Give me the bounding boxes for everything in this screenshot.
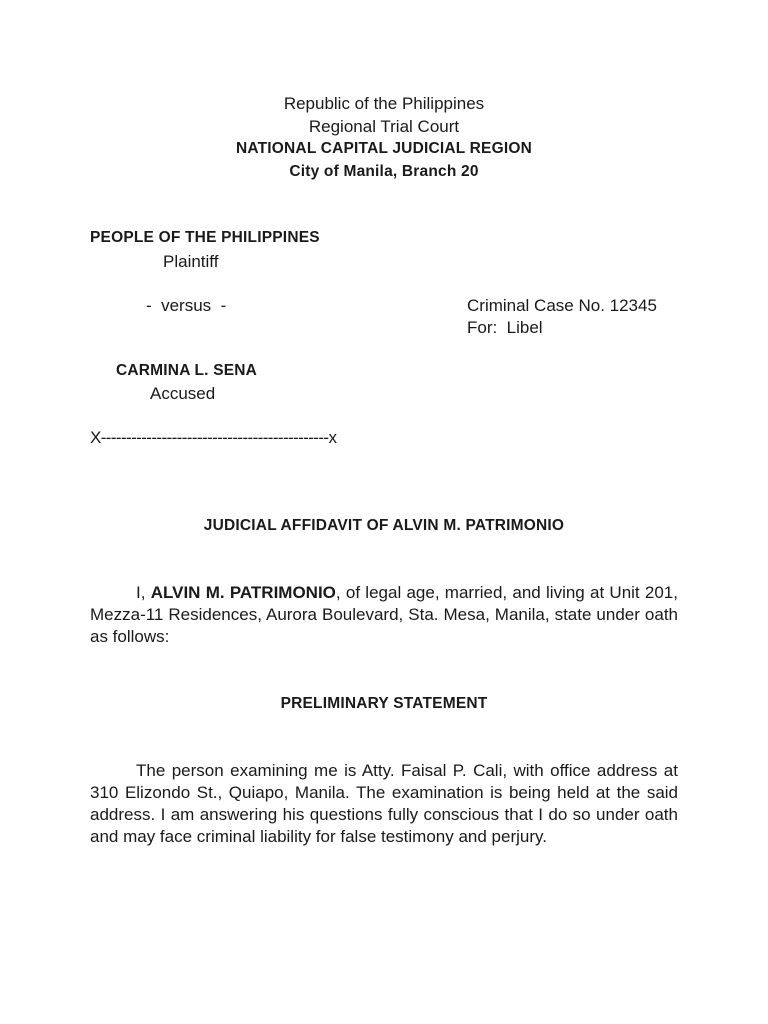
header-region: NATIONAL CAPITAL JUDICIAL REGION	[235, 140, 533, 157]
accused-name: CARMINA L. SENA	[116, 362, 258, 379]
caption-divider: X---------------------------------------------x	[90, 428, 337, 447]
header-republic: Republic of the Philippines	[283, 94, 485, 113]
accused-role: Accused	[150, 384, 216, 403]
case-nature: For: Libel	[467, 318, 543, 337]
section-heading: PRELIMINARY STATEMENT	[280, 695, 488, 712]
document-title: JUDICIAL AFFIDAVIT OF ALVIN M. PATRIMONIO	[203, 517, 565, 534]
preliminary-paragraph	[90, 760, 678, 848]
affiant-name: ALVIN M. PATRIMONIO	[150, 583, 336, 602]
intro-paragraph	[90, 582, 678, 648]
plaintiff-role: Plaintiff	[163, 252, 219, 271]
preliminary-text: The person examining me is Atty. Faisal P. Cali, with office address at 310 Elizondo St., Quiapo, Manila. The examination is being held at the said address. I am answering his questions fully conscious that I do so under oath and may face criminal liability for false testimony and perjury.	[90, 761, 678, 846]
header-court: Regional Trial Court	[308, 117, 460, 136]
versus-label: - versus -	[146, 296, 227, 315]
plaintiff-name: PEOPLE OF THE PHILIPPINES	[90, 229, 320, 246]
intro-prefix: I,	[136, 583, 151, 602]
case-number: Criminal Case No. 12345	[467, 296, 657, 315]
header-branch: City of Manila, Branch 20	[289, 163, 479, 180]
intro-text: , of legal age, married, and living at Unit 201, Mezza-11 Residences, Aurora Boulevard, Sta. Mesa, Manila, state under oath as follows:	[90, 583, 678, 646]
